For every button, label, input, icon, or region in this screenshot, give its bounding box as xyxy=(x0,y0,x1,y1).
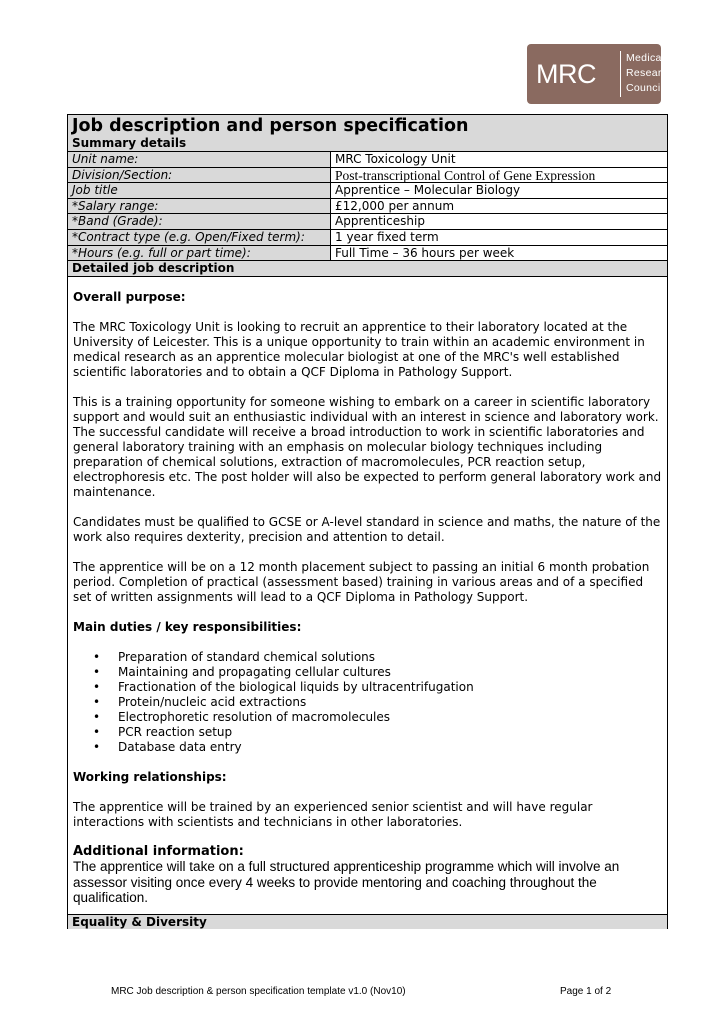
row-label: *Contract type (e.g. Open/Fixed term): xyxy=(72,230,305,244)
overall-purpose-heading: Overall purpose: xyxy=(73,290,186,304)
list-item: • Fractionation of the biological liquids by ultracentrifugation xyxy=(118,680,663,695)
equality-heading: Equality & Diversity xyxy=(72,915,207,929)
summary-row-contract xyxy=(68,229,667,246)
paragraph: The MRC Toxicology Unit is looking to recruit an apprentice to their laboratory located at the University of Leicester. This is a unique opportunity to train within an academic environment in medical research as an apprentice molecular biologist at one of the MRC's well established scientific laboratories and to obtain a QCF Diploma in Pathology Support. xyxy=(73,320,645,379)
paragraph: The apprentice will be on a 12 month placement subject to passing an initial 6 month probation period. Completion of practical (assessment based) training in various areas and of a specified set of written assignments will lead to a QCF Diploma in Pathology Support. xyxy=(73,560,650,604)
footer-page-number: Page 1 of 2 xyxy=(560,986,612,997)
paragraph: The apprentice will be trained by an experienced senior scientist and will have regular interactions with scientists and technicians in other laboratories. xyxy=(73,800,593,829)
logo-word: Medical xyxy=(626,52,665,64)
logo-abbr: MRC xyxy=(536,59,596,89)
summary-row-division xyxy=(68,167,667,184)
page-title: Job description and person specification xyxy=(72,116,469,136)
list-item: • PCR reaction setup xyxy=(118,725,663,740)
relationships-heading: Working relationships: xyxy=(73,770,227,784)
logo-word: Research xyxy=(626,67,674,79)
additional-heading: Additional information: xyxy=(73,844,244,859)
row-value: Post-transcriptional Control of Gene Expression xyxy=(330,168,667,184)
list-item: • Maintaining and propagating cellular cultures xyxy=(118,665,663,680)
summary-row-hours xyxy=(68,245,667,262)
row-value: Apprentice – Molecular Biology xyxy=(330,183,667,199)
row-value: Apprenticeship xyxy=(330,214,667,230)
summary-heading: Summary details xyxy=(72,136,187,150)
logo-divider xyxy=(620,51,621,97)
list-item: • Electrophoretic resolution of macromolecules xyxy=(118,710,663,725)
summary-row-salary xyxy=(68,198,667,215)
list-item: • Database data entry xyxy=(118,740,663,755)
list-item: • Protein/nucleic acid extractions xyxy=(118,695,663,710)
summary-row-band xyxy=(68,213,667,230)
equality-heading-bar xyxy=(68,914,667,929)
mrc-logo xyxy=(527,44,674,104)
detailed-heading: Detailed job description xyxy=(72,261,235,275)
row-label: Division/Section: xyxy=(72,167,173,182)
row-value: Full Time – 36 hours per week xyxy=(330,246,667,262)
duties-list xyxy=(73,650,663,755)
row-value: £12,000 per annum xyxy=(330,199,667,215)
row-label: Unit name: xyxy=(72,152,139,166)
logo-words xyxy=(626,51,673,96)
row-label: *Salary range: xyxy=(72,198,159,213)
duties-heading: Main duties / key responsibilities: xyxy=(73,620,302,634)
row-label: Job title xyxy=(72,183,118,198)
additional-text: The apprentice will take on a full structured apprenticeship programme which will involve an assessor visiting once every 4 weeks to provide mentoring and coaching throughout the qualification. xyxy=(73,859,620,905)
row-value: 1 year fixed term xyxy=(330,230,667,246)
summary-row-job-title xyxy=(68,182,667,199)
row-label: *Band (Grade): xyxy=(72,214,163,229)
detailed-body xyxy=(73,290,663,906)
paragraph: Candidates must be qualified to GCSE or A-level standard in science and maths, the nature of the work also requires dexterity, precision and attention to detail. xyxy=(73,515,661,544)
row-value: MRC Toxicology Unit xyxy=(330,152,667,168)
paragraph: This is a training opportunity for someone wishing to embark on a career in scientific laboratory support and would suit an enthusiastic individual with an interest in science and laboratory work. The successful candidate will receive a broad introduction to work in scientific laboratories and general laboratory training with an emphasis on molecular biology techniques including preparation of chemical solutions, extraction of macromolecules, PCR reaction setup, electrophoresis etc. The post holder will also be expected to perform general laboratory work and maintenance. xyxy=(73,395,662,499)
logo-word: Council xyxy=(626,82,664,94)
list-item: • Preparation of standard chemical solutions xyxy=(118,650,663,665)
row-label: *Hours (e.g. full or part time): xyxy=(72,245,251,260)
detailed-heading-bar xyxy=(68,260,667,277)
footer-template-label: MRC Job description & person specification template v1.0 (Nov10) xyxy=(111,986,406,997)
job-description-table xyxy=(67,114,668,929)
summary-row-unit xyxy=(68,151,667,168)
